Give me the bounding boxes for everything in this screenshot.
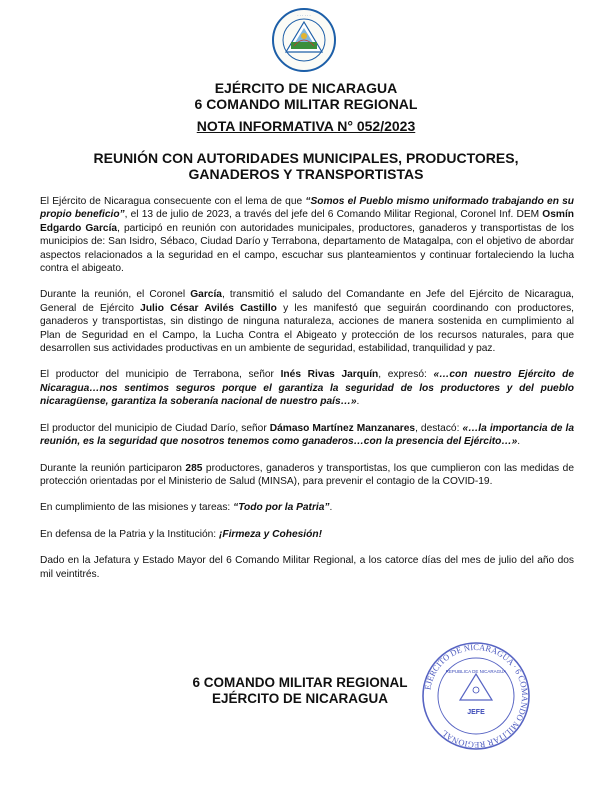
stamp-inner-text: REPUBLICA DE NICARAGUA — [445, 669, 507, 674]
p1-text-c: , participó en reunión con autoridades municipales, productores, ganaderos y transportistas de los municipios de: San Isidro, Sébaco, Ciudad Darío y Terrabona, departamento de Matagalpa, con el objetivo de abordar aspectos relacionados a la seguridad en el campo, escuchar sus planteamientos y continuar fortaleciendo la lucha contra el abigeato. — [40, 222, 574, 275]
p2-name-2: Julio César Avilés Castillo — [140, 302, 277, 314]
closing-unit: 6 COMANDO MILITAR REGIONAL — [192, 675, 408, 690]
closing-signature-block — [150, 675, 450, 707]
document-body — [40, 195, 574, 594]
stamp-ring-text: EJÉRCITO DE NICARAGUA · 6 COMANDO MILITAR REGIONAL — [422, 641, 531, 751]
p4-quote: «…la importancia de la reunión, es la seguridad que nosotros tenemos como ganaderos…con la presencia del Ejército…» — [40, 422, 574, 448]
title-line-1: REUNIÓN CON AUTORIDADES MUNICIPALES, PRODUCTORES, — [93, 150, 519, 166]
official-stamp-icon — [420, 640, 532, 752]
p6-text-a: En cumplimiento de las misiones y tareas: — [40, 502, 234, 514]
p7-motto: ¡Firmeza y Cohesión! — [218, 528, 322, 540]
p6-motto: “Todo por la Patria” — [233, 502, 330, 514]
paragraph-8: Dado en la Jefatura y Estado Mayor del 6 Comando Militar Regional, a los catorce días del mes de julio del año dos mil veintitrés. — [40, 555, 574, 580]
paragraph-1 — [40, 195, 574, 275]
note-number: NOTA INFORMATIVA N° 052/2023 — [196, 118, 416, 134]
p5-text-a: Durante la reunión participaron — [40, 462, 186, 474]
p4-text-a: El productor del municipio de Ciudad Darío, señor — [40, 422, 270, 434]
org-name: EJÉRCITO DE NICARAGUA — [214, 80, 398, 96]
p1-quote: “Somos el Pueblo mismo uniformado trabajando en su propio beneficio” — [40, 196, 575, 221]
stamp-center-label: JEFE — [467, 709, 485, 716]
p4-name: Dámaso Martínez Manzanares — [269, 422, 416, 434]
paragraph-5 — [40, 462, 574, 489]
participant-count: 285 — [185, 462, 203, 474]
p3-text-b: , expresó: — [378, 369, 434, 381]
p6-text-b: . — [329, 502, 333, 514]
document-title — [60, 150, 552, 182]
title-line-2: GANADEROS Y TRANSPORTISTAS — [188, 166, 424, 182]
paragraph-3 — [40, 368, 574, 408]
p4-text-c: . — [517, 436, 521, 448]
paragraph-6 — [40, 501, 574, 514]
p1-text-a: El Ejército de Nicaragua consecuente con el lema de que — [40, 196, 306, 207]
unit-name: 6 COMANDO MILITAR REGIONAL — [194, 96, 418, 112]
p5-text-b: productores, ganaderos y transportistas, los que cumplieron con las medidas de protección orientadas por el Ministerio de Salud (MINSA), para prevenir el contagio de la COVID-19. — [40, 462, 574, 487]
paragraph-4 — [40, 422, 574, 449]
paragraph-2 — [40, 288, 574, 355]
paragraph-7 — [40, 528, 574, 541]
p1-text-b: , el 13 de julio de 2023, a través del jefe del 6 Comando Militar Regional, Coronel Inf. DEM — [124, 209, 543, 221]
p7-text-a: En defensa de la Patria y la Institución: — [40, 528, 219, 540]
p4-text-b: , destacó: — [415, 422, 463, 434]
document-heading — [60, 80, 552, 112]
p2-name-1: García — [190, 289, 222, 301]
p2-text-c: y les manifestó que seguirán coordinando con productores, ganaderos y transportistas, sin distingo de ninguna naturaleza, acciones de manera sostenida en cumplimiento al Plan de Seguridad en el Campo, la Lucha Contra el Abigeato y protección de los recursos naturales, para que desarrollen sus actividades productivas en un ambiente de seguridad, estabilidad, tranquilidad y paz. — [40, 302, 574, 355]
p2-text-a: Durante la reunión, el Coronel — [40, 289, 191, 301]
p3-quote: «…con nuestro Ejército de Nicaragua…nos sentimos seguros porque el garantiza la seguridad de los productores y del pueblo nicaragüense, garantiza la soberanía nacional de nuestro país…» — [40, 369, 574, 408]
closing-org: EJÉRCITO DE NICARAGUA — [211, 691, 389, 706]
p3-text-c: . — [356, 396, 360, 408]
p1-name: Osmín Edgardo García — [40, 209, 574, 234]
nicaragua-coat-of-arms-icon — [270, 6, 338, 74]
p2-text-b: , transmitió el saludo del Comandante en Jefe del Ejército de Nicaragua, General de Ejército — [40, 289, 574, 314]
svg-text:· · · · · ·: · · · · · · — [297, 13, 311, 18]
p3-name: Inés Rivas Jarquín — [280, 369, 379, 381]
p3-text-a: El productor del municipio de Terrabona, señor — [40, 369, 281, 381]
